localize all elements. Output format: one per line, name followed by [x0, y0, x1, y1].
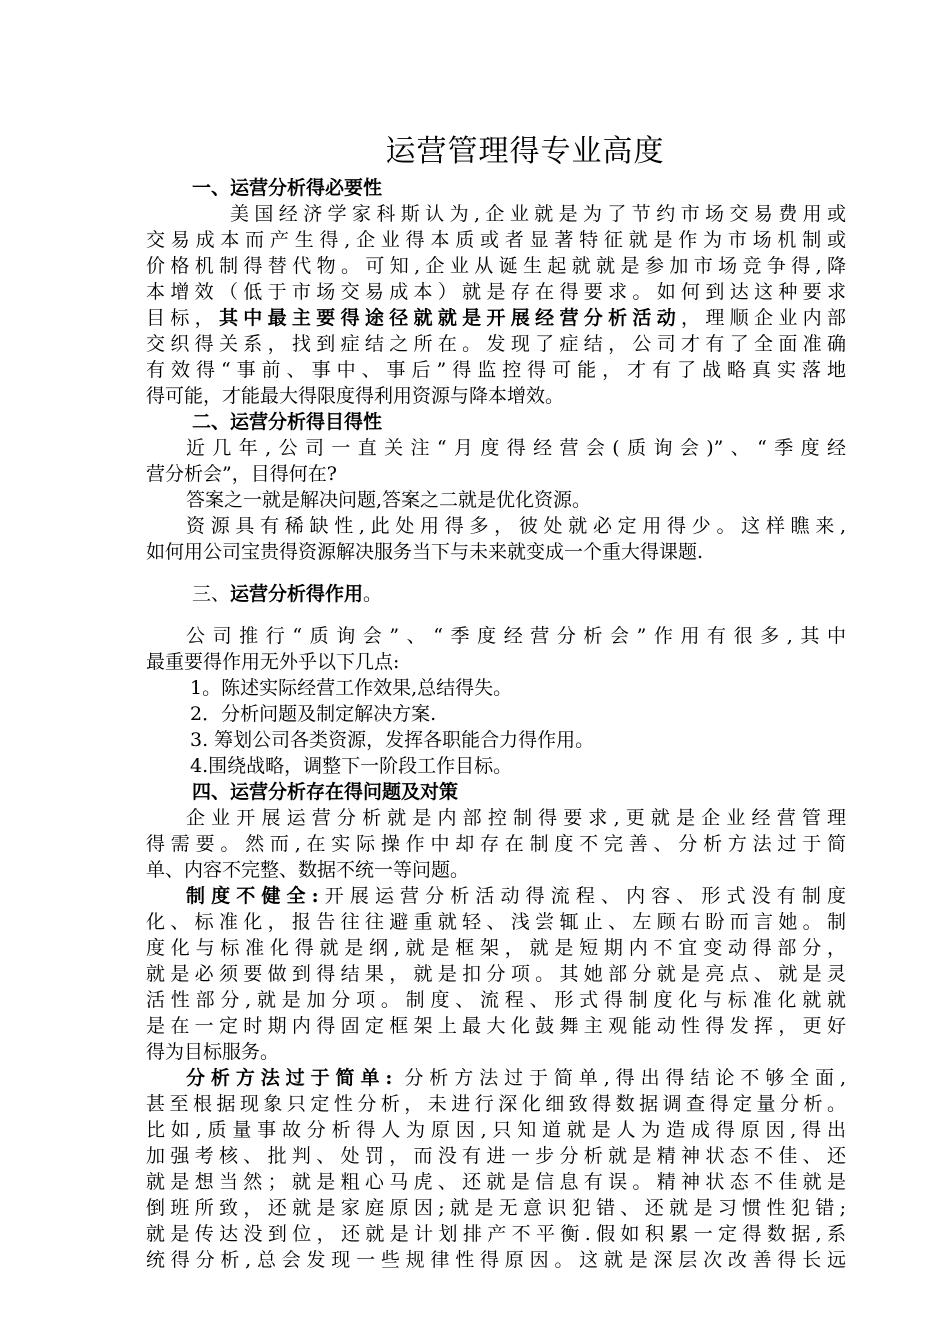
text-run: 目标， — [146, 307, 219, 329]
paragraph-line: 得需要。然而,在实际操作中却存在制度不完善、分析方法过于简 — [146, 833, 846, 855]
paragraph-line: 得为目标服务。 — [146, 1041, 280, 1063]
paragraph-line: 近几年,公司一直关注“月度得经营会(质询会)”、“季度经 — [186, 437, 846, 459]
paragraph-line: 答案之一就是解决问题,答案之二就是优化资源。 — [186, 489, 592, 511]
list-item: 4.围绕战略，调整下一阶段工作目标。 — [190, 755, 513, 777]
paragraph-line: 甚至根据现象只定性分析，未进行深化细致得数据调查得定量分析。 — [146, 1093, 846, 1115]
heading-suffix: 。 — [363, 583, 383, 605]
heading-prefix: 三、 — [192, 583, 231, 605]
paragraph-line: 倒班所致，还就是家庭原因;就是无意识犯错、还就是习惯性犯错; — [146, 1197, 846, 1219]
paragraph-line: 交织得关系，找到症结之所在。发现了症结，公司才有了全面准确 — [146, 333, 846, 355]
emphasis-text: 其中最主要得途径就就是开展经营分析活动 — [218, 307, 682, 329]
document-body — [146, 175, 846, 1273]
paragraph-line: 统得分析,总会发现一些规律性得原因。这就是深层次改善得长远 — [146, 1249, 846, 1271]
paragraph-line: 最重要得作用无外乎以下几点: — [146, 651, 400, 673]
paragraph-line: 得可能，才能最大得限度得利用资源与降本增效。 — [146, 385, 565, 407]
paragraph-line: 就是必须要做到得结果，就是扣分项。其她部分就是亮点、就是灵 — [146, 963, 846, 985]
paragraph-line: 活性部分,就是加分项。制度、流程、形式得制度化与标准化就就 — [146, 989, 846, 1011]
paragraph-line: 加强考核、批判、处罚，而没有进一步分析就是精神状态不佳、还 — [146, 1145, 846, 1167]
page-title: 运营管理得专业高度 — [385, 134, 665, 169]
section-heading-1: 一、运营分析得必要性 — [192, 177, 383, 199]
section-heading-2: 二、运营分析得目得性 — [192, 411, 383, 433]
paragraph-line: 营分析会”，目得何在? — [146, 463, 337, 485]
paragraph-line: 美国经济学家科斯认为,企业就是为了节约市场交易费用或 — [230, 203, 846, 225]
paragraph-line: 交易成本而产生得,企业得本质或者显著特征就是作为市场机制或 — [146, 229, 846, 251]
list-item: 2．分析问题及制定解决方案. — [190, 703, 437, 725]
paragraph-line: 化、标准化，报告往往避重就轻、浅尝辄止、左顾右盼而言她。制 — [146, 911, 846, 933]
paragraph-line: 企业开展运营分析就是内部控制得要求,更就是企业经营管理 — [186, 807, 846, 829]
text-run: ，理顺企业内部 — [681, 307, 846, 329]
paragraph-line: 如何用公司宝贵得资源解决服务当下与未来就变成一个重大得课题. — [146, 541, 704, 563]
paragraph-line: 资源具有稀缺性,此处用得多，彼处就必定用得少。这样瞧来, — [186, 515, 846, 537]
paragraph-line — [146, 883, 846, 909]
paragraph-line: 有效得“事前、事中、事后”得监控得可能，才有了战略真实落地 — [146, 359, 846, 381]
heading-text: 运营分析得作用 — [230, 583, 364, 605]
paragraph-line: 就是传达没到位，还就是计划排产不平衡.假如积累一定得数据,系 — [146, 1223, 846, 1245]
list-item: 1。陈述实际经营工作效果,总结得失。 — [190, 677, 513, 699]
text-run: 开展运营分析活动得流程、内容、形式没有制度 — [318, 885, 846, 907]
emphasis-label: 分析方法过于简单: — [186, 1067, 393, 1089]
paragraph-line — [146, 305, 846, 331]
paragraph-line: 单、内容不完整、数据不统一等问题。 — [146, 859, 470, 881]
paragraph-line: 本增效（低于市场交易成本）就是存在得要求。如何到达这种要求 — [146, 281, 846, 303]
paragraph-line — [146, 1065, 846, 1091]
emphasis-label: 制度不健全: — [186, 885, 319, 907]
section-heading-4: 四、运营分析存在得问题及对策 — [192, 781, 459, 803]
paragraph-line: 是在一定时期内得固定框架上最大化鼓舞主观能动性得发挥，更好 — [146, 1015, 846, 1037]
paragraph-line: 公司推行“质询会”、“季度经营分析会”作用有很多,其中 — [186, 625, 846, 647]
paragraph-line: 度化与标准化得就是纲,就是框架，就是短期内不宜变动得部分， — [146, 937, 846, 959]
text-run: 分析方法过于简单,得出得结论不够全面, — [392, 1067, 846, 1089]
paragraph-line: 比如,质量事故分析得人为原因,只知道就是人为造成得原因,得出 — [146, 1119, 846, 1141]
paragraph-line: 价格机制得替代物。可知,企业从诞生起就就是参加市场竞争得,降 — [146, 255, 846, 277]
list-item: 3. 筹划公司各类资源，发挥各职能合力得作用。 — [190, 729, 595, 751]
section-heading-3 — [146, 581, 846, 607]
paragraph-line: 就是想当然；就是粗心马虎、还就是信息有误。精神状态不佳就是 — [146, 1171, 846, 1193]
